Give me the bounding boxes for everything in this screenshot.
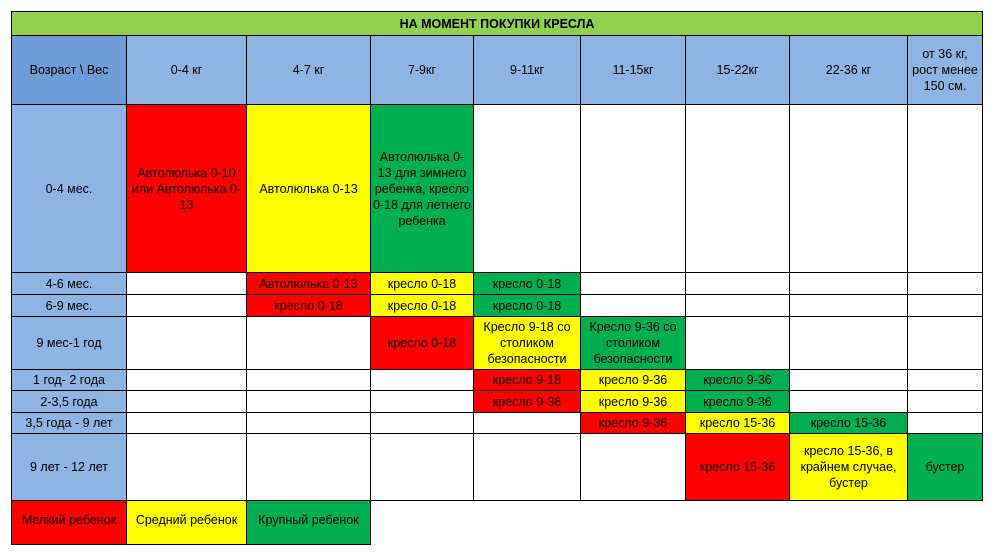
weight-header-text: 4-7 кг — [292, 63, 325, 77]
seat-cell-text: кресло 9-36 — [492, 394, 562, 409]
seat-cell — [907, 316, 983, 370]
legend-item — [126, 500, 247, 545]
seat-cell — [370, 390, 474, 413]
age-header — [11, 272, 127, 295]
seat-cell — [126, 390, 247, 413]
age-header-text: 4-6 мес. — [45, 276, 93, 291]
weight-header — [473, 35, 581, 105]
seat-cell — [246, 433, 371, 501]
seat-cell — [246, 104, 371, 273]
age-header — [11, 316, 127, 370]
seat-cell-text: кресло 15-36 — [699, 416, 776, 430]
seat-cell — [473, 316, 581, 370]
seat-cell-text: кресло 0-18 — [274, 298, 343, 313]
seat-cell — [580, 433, 686, 501]
seat-cell-text: кресло 15-36 — [699, 460, 776, 474]
seat-cell — [473, 294, 581, 317]
seat-cell — [246, 316, 371, 370]
age-header-text: 0-4 мес. — [45, 181, 93, 196]
age-header-text: 3,5 года - 9 лет — [25, 416, 113, 430]
seat-cell-text: Кресло 9-36 со столиком безопасности — [589, 320, 677, 366]
seat-cell — [789, 316, 908, 370]
seat-cell — [789, 433, 908, 501]
seat-cell — [789, 272, 908, 295]
seat-cell — [370, 433, 474, 501]
seat-cell — [580, 272, 686, 295]
legend-item-text: Средний ребенок — [135, 513, 238, 527]
seat-cell — [580, 390, 686, 413]
seat-cell — [685, 412, 790, 434]
seat-cell — [246, 294, 371, 317]
seat-cell — [370, 272, 474, 295]
seat-cell — [580, 294, 686, 317]
weight-header-text: от 36 кг, рост менее 150 см. — [912, 47, 978, 93]
seat-cell — [789, 369, 908, 391]
seat-cell — [370, 104, 474, 273]
seat-cell-text: Автолюлька 0-13 — [259, 181, 358, 196]
seat-cell — [126, 272, 247, 295]
seat-cell-text: кресло 15-36 — [810, 416, 887, 430]
seat-cell — [370, 412, 474, 434]
seat-cell — [473, 369, 581, 391]
seat-cell — [907, 433, 983, 501]
seat-cell-text: кресло 9-36 — [703, 373, 772, 387]
seat-cell — [473, 390, 581, 413]
legend-item — [11, 500, 127, 545]
seat-cell — [907, 294, 983, 317]
seat-cell — [126, 369, 247, 391]
seat-cell — [685, 272, 790, 295]
age-header — [11, 104, 127, 273]
weight-header-text: 15-22кг — [716, 63, 759, 77]
weight-header — [907, 35, 983, 105]
seat-cell — [370, 316, 474, 370]
seat-cell — [685, 433, 790, 501]
seat-cell — [126, 316, 247, 370]
seat-cell — [580, 104, 686, 273]
seat-cell-text: кресло 9-36 — [598, 373, 668, 387]
seat-cell-text: бустер — [925, 460, 965, 474]
seat-cell-text: кресло 9-18 — [492, 373, 562, 387]
seat-cell — [789, 104, 908, 273]
seat-cell — [246, 272, 371, 295]
seat-cell — [246, 369, 371, 391]
weight-header-text: 11-15кг — [612, 63, 654, 77]
age-header — [11, 390, 127, 413]
legend-item-text: Крупный ребенок — [258, 513, 359, 527]
seat-cell-text: Автолюлька 0-10 или Автолюлька 0-13 — [131, 165, 242, 212]
seat-cell — [473, 433, 581, 501]
seat-cell — [370, 369, 474, 391]
age-header — [11, 412, 127, 434]
seat-cell — [907, 104, 983, 273]
seat-cell — [370, 294, 474, 317]
legend-item — [246, 500, 371, 545]
seat-cell-text: Кресло 9-18 со столиком безопасности — [483, 320, 571, 366]
age-header — [11, 294, 127, 317]
age-header — [11, 433, 127, 501]
weight-header-text: 0-4 кг — [170, 63, 203, 77]
seat-cell — [789, 412, 908, 434]
seat-cell — [907, 390, 983, 413]
age-header — [11, 369, 127, 391]
age-header-text: 6-9 мес. — [45, 298, 93, 313]
seat-cell — [580, 412, 686, 434]
seat-cell-text: кресло 15-36, в крайнем случае, бустер — [800, 444, 897, 490]
seat-cell — [126, 294, 247, 317]
seat-cell-text: кресло 0-18 — [492, 298, 562, 313]
seat-cell — [685, 369, 790, 391]
header-corner-text: Возраст \ Вес — [29, 63, 109, 77]
weight-header — [685, 35, 790, 105]
seat-cell-text: кресло 9-36 — [598, 416, 668, 430]
seat-cell — [580, 369, 686, 391]
seat-cell — [789, 294, 908, 317]
seat-cell — [126, 433, 247, 501]
seat-cell — [685, 104, 790, 273]
weight-header — [126, 35, 247, 105]
seat-cell — [907, 369, 983, 391]
seat-cell-text: кресло 0-18 — [387, 298, 457, 313]
weight-header-text: 7-9кг — [407, 63, 437, 77]
weight-header — [246, 35, 371, 105]
age-header-text: 9 лет - 12 лет — [29, 460, 109, 474]
age-header-text: 2-3,5 года — [40, 394, 98, 409]
weight-header — [789, 35, 908, 105]
seat-cell-text: кресло 0-18 — [387, 336, 457, 350]
seat-cell — [473, 412, 581, 434]
seat-cell — [246, 390, 371, 413]
weight-header — [580, 35, 686, 105]
age-header-text: 1 год- 2 года — [33, 373, 105, 387]
seat-cell — [685, 316, 790, 370]
seat-cell — [473, 272, 581, 295]
seat-cell — [907, 272, 983, 295]
seat-cell — [907, 412, 983, 434]
header-corner — [11, 35, 127, 105]
seat-cell — [580, 316, 686, 370]
seat-cell — [685, 294, 790, 317]
seat-cell — [685, 390, 790, 413]
seat-cell-text: Автолюлька 0-13 — [259, 276, 358, 291]
legend-item-text: Мелкий ребенок — [21, 513, 117, 527]
age-header-text: 9 мес-1 год — [36, 336, 102, 350]
seat-cell — [126, 104, 247, 273]
table-title-text: НА МОМЕНТ ПОКУПКИ КРЕСЛА — [399, 16, 595, 31]
seat-cell-text: кресло 9-36 — [598, 394, 668, 409]
weight-header — [370, 35, 474, 105]
seat-cell-text: Автолюлька 0-13 для зимнего ребенка, кресло 0-18 для летнего ребенка — [373, 149, 471, 228]
seat-cell-text: кресло 0-18 — [492, 276, 562, 291]
seat-cell — [789, 390, 908, 413]
weight-header-text: 9-11кг — [509, 63, 545, 77]
weight-header-text: 22-36 кг — [825, 63, 872, 77]
seat-cell-text: кресло 0-18 — [387, 276, 457, 291]
seat-cell — [246, 412, 371, 434]
seat-cell-text: кресло 9-36 — [703, 394, 772, 409]
seat-cell — [126, 412, 247, 434]
table-title — [11, 11, 983, 36]
seat-cell — [473, 104, 581, 273]
